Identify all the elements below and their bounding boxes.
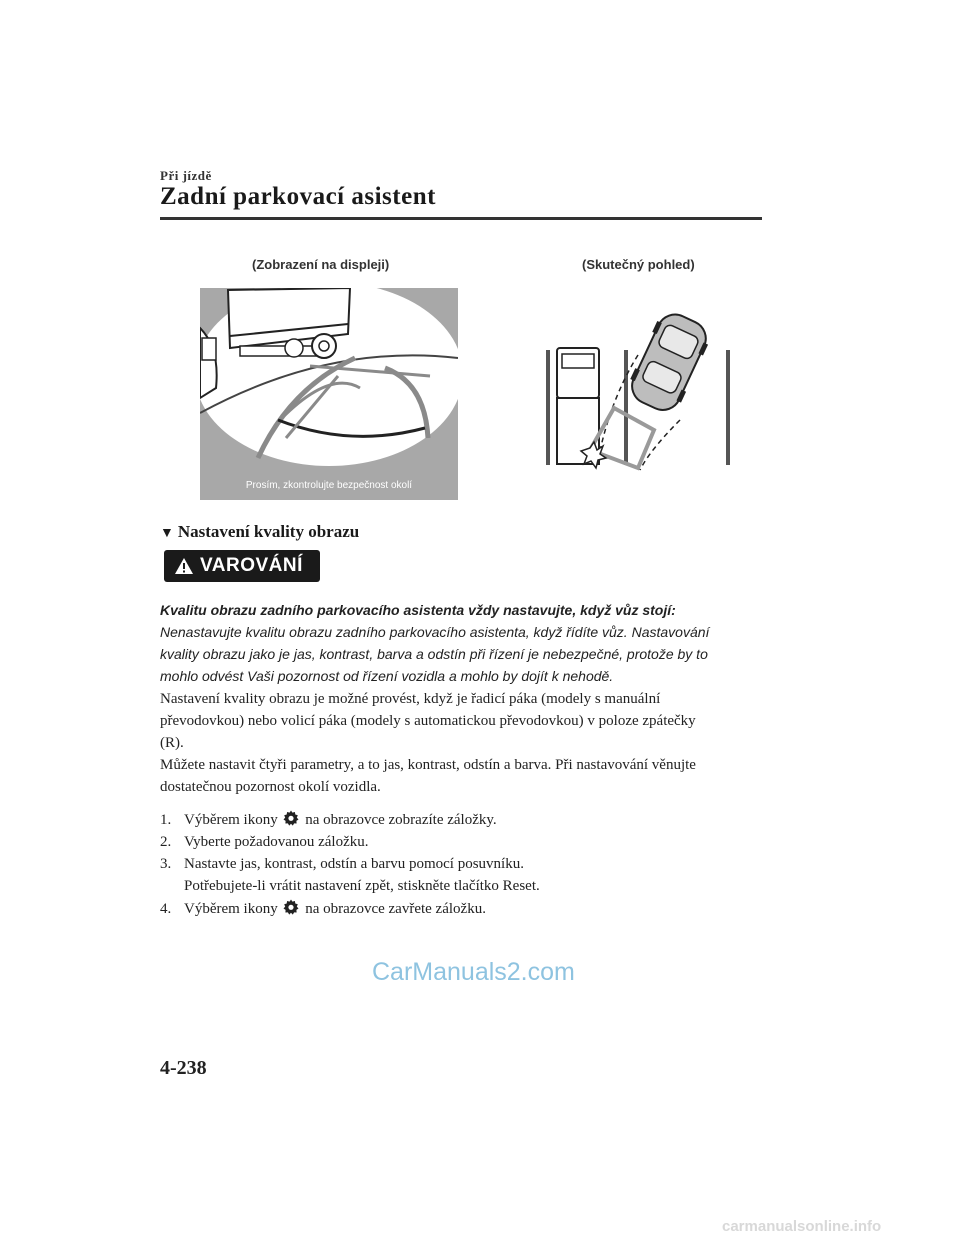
step-2 — [160, 831, 369, 853]
step-text-before: Výběrem ikony — [184, 901, 278, 917]
section-heading-text: Nastavení kvality obrazu — [177, 522, 360, 541]
gear-icon — [283, 899, 299, 915]
paragraph-line: převodovkou) nebo volicí páka (modely s automatickou převodovkou) v poloze zpátečky — [160, 713, 696, 729]
gear-icon — [283, 810, 299, 826]
warning-triangle-icon — [174, 557, 194, 575]
step-text: Vyberte požadovanou záložku. — [184, 834, 369, 850]
footer-site-watermark: carmanualsonline.info — [722, 1218, 882, 1235]
section-marker-icon: ▼ — [160, 526, 174, 541]
title-divider — [160, 217, 762, 220]
chapter-label: Při jízdě — [160, 168, 212, 183]
paragraph-line: Nastavení kvality obrazu je možné provést, když je řadicí páka (modely s manuální — [160, 691, 661, 707]
warning-badge — [164, 550, 320, 582]
step-text: Nastavte jas, kontrast, odstín a barvu pomocí posuvníku. — [184, 856, 524, 872]
display-safety-message: Prosím, zkontrolujte bezpečnost okolí — [245, 480, 413, 491]
step-text-after: na obrazovce zobrazíte záložky. — [305, 812, 497, 828]
step-4 — [160, 898, 486, 920]
warning-text-line: kvality obrazu jako je jas, kontrast, barva a odstín při řízení je nebezpečné, protože by to — [160, 646, 708, 662]
step-text-before: Výběrem ikony — [184, 812, 278, 828]
section-heading — [160, 522, 359, 542]
watermark: CarManuals2.com — [372, 958, 575, 986]
paragraph-line: (R). — [160, 735, 184, 751]
page-number: 4-238 — [160, 1057, 207, 1079]
step-number: 4. — [160, 901, 172, 917]
warning-text-line: mohlo odvést Vaši pozornost od řízení vozidla a mohlo by dojít k nehodě. — [160, 668, 614, 684]
step-3-note: Potřebujete-li vrátit nastavení zpět, stiskněte tlačítko Reset. — [184, 878, 540, 894]
step-text-after: na obrazovce zavřete záložku. — [305, 901, 486, 917]
warning-bold-line: Kvalitu obrazu zadního parkovacího asistenta vždy nastavujte, když vůz stojí: — [160, 602, 676, 618]
camera-display-illustration — [200, 288, 458, 500]
display-view-caption: (Zobrazení na displeji) — [252, 257, 390, 272]
real-view-caption: (Skutečný pohled) — [582, 257, 695, 272]
step-number: 3. — [160, 856, 172, 872]
parking-top-view-illustration — [530, 300, 740, 485]
paragraph-line: dostatečnou pozornost okolí vozidla. — [160, 779, 381, 795]
step-3 — [160, 853, 524, 875]
step-1 — [160, 809, 497, 831]
page-title: Zadní parkovací asistent — [160, 183, 436, 210]
paragraph-line: Můžete nastavit čtyři parametry, a to jas, kontrast, odstín a barva. Při nastavování věnujte — [160, 757, 696, 773]
warning-label: VAROVÁNÍ — [200, 555, 303, 576]
step-number: 1. — [160, 812, 172, 828]
step-number: 2. — [160, 834, 172, 850]
warning-text-line: Nenastavujte kvalitu obrazu zadního parkovacího asistenta, když řídíte vůz. Nastavování — [160, 624, 710, 640]
